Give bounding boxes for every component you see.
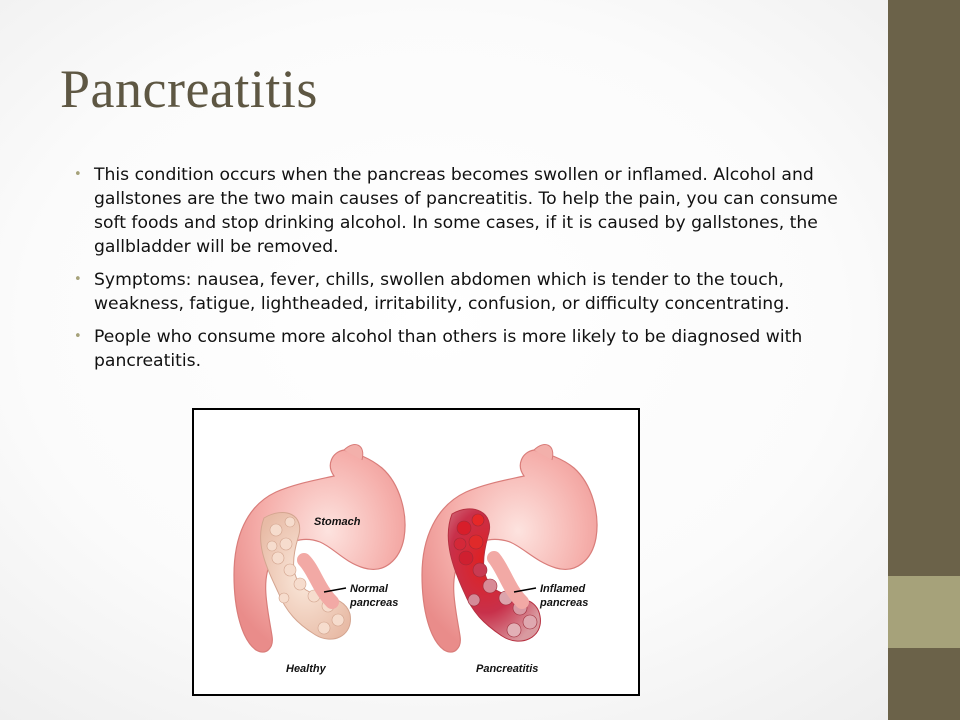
slide-title: Pancreatitis <box>60 59 318 119</box>
caption-pancreatitis: Pancreatitis <box>476 663 539 675</box>
stomach-label: Stomach <box>314 516 361 528</box>
normal-pancreas-label: Normal <box>350 583 388 595</box>
bullet-text: People who consume more alcohol than others is more likely to be diagnosed with pancreatitis. <box>94 327 803 371</box>
bullet-item <box>74 325 854 373</box>
inflamed-pancreas-label: Inflamed <box>540 583 586 595</box>
bullet-list <box>74 163 854 382</box>
pancreas-illustration <box>192 408 640 696</box>
pancreas-diagram <box>194 410 638 694</box>
bullet-text: This condition occurs when the pancreas becomes swollen or inflamed. Alcohol and gallstones are the two main causes of pancreatitis. To help the pain, you can consume soft foods and stop drinking alcohol. In some cases, if it is caused by gallstones, the gallbladder will be removed. <box>94 165 838 257</box>
bullet-item <box>74 163 854 259</box>
inflamed-pancreas-label: pancreas <box>540 597 589 609</box>
bullet-item <box>74 268 854 316</box>
normal-pancreas-label: pancreas <box>350 597 399 609</box>
bullet-dot-icon: • <box>74 329 82 344</box>
bullet-dot-icon: • <box>74 272 82 287</box>
bullet-dot-icon: • <box>74 167 82 182</box>
bullet-text: Symptoms: nausea, fever, chills, swollen abdomen which is tender to the touch, weakness, fatigue, lightheaded, irritability, confusion, or difficulty concentrating. <box>94 270 790 314</box>
caption-healthy: Healthy <box>286 663 326 675</box>
decorative-sidebar-accent <box>888 576 960 648</box>
